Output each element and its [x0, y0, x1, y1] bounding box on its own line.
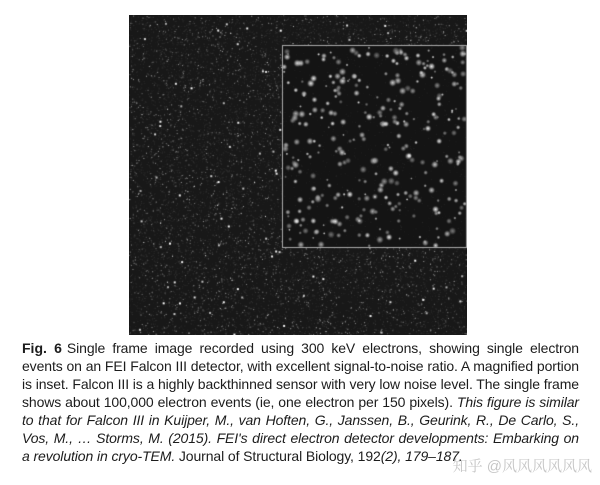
caption-segment: (2), 179–187.: [380, 448, 463, 464]
figure-caption: [22, 339, 579, 465]
electron-frame-image: [129, 15, 467, 335]
caption-segment: Journal of Structural Biology, 192: [178, 448, 381, 464]
caption-segment: Fig. 6: [22, 340, 62, 356]
watermark: 知乎 @风风风风风风: [452, 458, 592, 475]
caption-segment: This figure is similar to that for Falcon III in Kuijper, M., van Hoften, G., Janssen, B., Geurink, R., De Carlo, S., Vos, M., … Storms, M. (2015). FEI's direct electron detector developments: Embarking on a revolution in cryo-TEM.: [22, 394, 579, 464]
caption-segment: Single frame image recorded using 300 keV electrons, showing single electron events on an FEI Falcon III detector, with excellent signal-to-noise ratio. A magnified portion is inset. Falcon III is a highly backthinned sensor with very low noise level. The single frame shows about 100,000 electron events (ie, one electron per 150 pixels).: [22, 340, 579, 410]
electron-frame-figure: [129, 15, 467, 335]
